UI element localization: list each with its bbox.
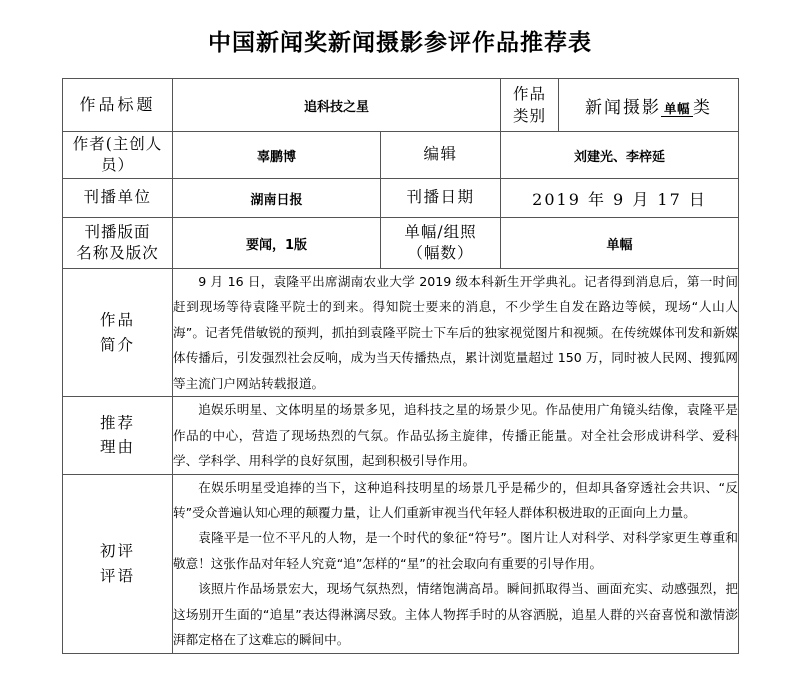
page-value xyxy=(173,218,381,269)
recommendation-form-table xyxy=(62,78,739,654)
category-value xyxy=(559,79,739,132)
table-row-page-info xyxy=(63,218,739,269)
single-group-value xyxy=(501,218,739,269)
editor-value-text: 刘建光、李梓延 xyxy=(574,149,666,165)
author-value xyxy=(173,132,381,179)
summary-label-line2: 简介 xyxy=(99,335,135,354)
summary-paragraph-1: 9 月 16 日，袁隆平出席湖南农业大学 2019 级本科新生开学典礼。记者得到消息后，第一时间赶到现场等待袁隆平院士的到来。得知院士要来的消息，不少学生自发在路边等候，现场“人山人海”。记者凭借敏锐的预判，抓拍到袁隆平院士下车后的独家视觉图片和视频。在传统媒体刊发和新媒体传播后，引发强烈社会反响，成为当天传播热点，累计浏览量超过 150 万，同时被人民网、搜狐网等主流门户网站转载报道。 xyxy=(173,274,739,391)
publisher-label: 刊播单位 xyxy=(63,179,173,218)
publisher-value-text: 湖南日报 xyxy=(250,192,303,208)
editor-value xyxy=(501,132,739,179)
table-row-summary xyxy=(63,269,739,397)
category-label-line2: 类别 xyxy=(513,107,547,125)
author-label-line1: 作者(主创人 xyxy=(72,135,163,154)
table-row-publisher xyxy=(63,179,739,218)
publisher-value xyxy=(173,179,381,218)
single-group-label xyxy=(381,218,501,269)
single-group-label-line1: 单幅/组照 xyxy=(404,223,477,242)
recommendation-label xyxy=(63,397,173,474)
table-row-recommendation xyxy=(63,397,739,474)
summary-label xyxy=(63,269,173,397)
initial-review-text xyxy=(173,474,739,653)
page-label xyxy=(63,218,173,269)
initial-review-label xyxy=(63,474,173,653)
recommendation-label-line1: 推荐 xyxy=(99,413,135,432)
publish-date-value xyxy=(501,179,739,218)
author-label-line2: 员） xyxy=(100,156,134,174)
table-row-work-title xyxy=(63,79,739,132)
page-value-text: 要闻，1版 xyxy=(245,237,308,253)
initial-review-label-line2: 评语 xyxy=(99,566,135,585)
single-group-label-line2: （幅数） xyxy=(407,244,474,262)
publish-date-label: 刊播日期 xyxy=(381,179,501,218)
initial-review-paragraph-1: 在娱乐明星受追捧的当下，这种追科技明星的场景几乎是稀少的，但却具备穿透社会共识、“反转”受众普遍认知心理的颠覆力量，让人们重新审视当代年轻人群体积极进取的正面向上力量。 xyxy=(173,479,739,520)
table-row-initial-review xyxy=(63,474,739,653)
initial-review-paragraph-2: 袁隆平是一位不平凡的人物，是一个时代的象征“符号”。图片让人对科学、对科学家更生尊重和敬意！这张作品对年轻人究竟“追”怎样的“星”的社会取向有重要的引导作用。 xyxy=(173,530,739,571)
recommendation-label-line2: 理由 xyxy=(99,438,135,457)
category-suffix: 类 xyxy=(693,97,713,118)
work-title-label: 作品标题 xyxy=(63,79,173,132)
table-row-author xyxy=(63,132,739,179)
editor-label: 编辑 xyxy=(381,132,501,179)
category-prefix: 新闻摄影 xyxy=(585,97,661,118)
page-title: 中国新闻奖新闻摄影参评作品推荐表 xyxy=(208,29,592,56)
initial-review-paragraph-3: 该照片作品场景宏大，现场气氛热烈，情绪饱满高昂。瞬间抓取得当、画面充实、动感强烈，把这场别开生面的“追星”表达得淋漓尽致。主体人物挥手时的从容洒脱，追星人群的兴奋喜悦和激情澎湃都定格在了这难忘的瞬间中。 xyxy=(173,581,739,648)
category-fill: 单幅 xyxy=(661,101,693,117)
publish-date-value-text: 2019 年 9 月 17 日 xyxy=(532,189,707,209)
page-label-line2: 名称及版次 xyxy=(76,244,159,262)
category-label-line1: 作品 xyxy=(513,84,547,103)
author-value-text: 辜鹏博 xyxy=(256,149,296,165)
work-title-value: 追科技之星 xyxy=(173,79,501,132)
recommendation-text xyxy=(173,397,739,474)
page-label-line1: 刊播版面 xyxy=(84,223,151,242)
single-group-value-text: 单幅 xyxy=(606,237,633,253)
author-label xyxy=(63,132,173,179)
summary-label-line1: 作品 xyxy=(99,310,135,329)
summary-text xyxy=(173,269,739,397)
category-label xyxy=(501,79,559,132)
initial-review-label-line1: 初评 xyxy=(99,541,135,560)
recommendation-paragraph-1: 追娱乐明星、文体明星的场景多见，追科技之星的场景少见。作品使用广角镜头结像，袁隆平是作品的中心，营造了现场热烈的气氛。作品弘扬主旋律，传播正能量。对全社会形成讲科学、爱科学、学科学、用科学的良好氛围，起到积极引导作用。 xyxy=(173,402,739,469)
